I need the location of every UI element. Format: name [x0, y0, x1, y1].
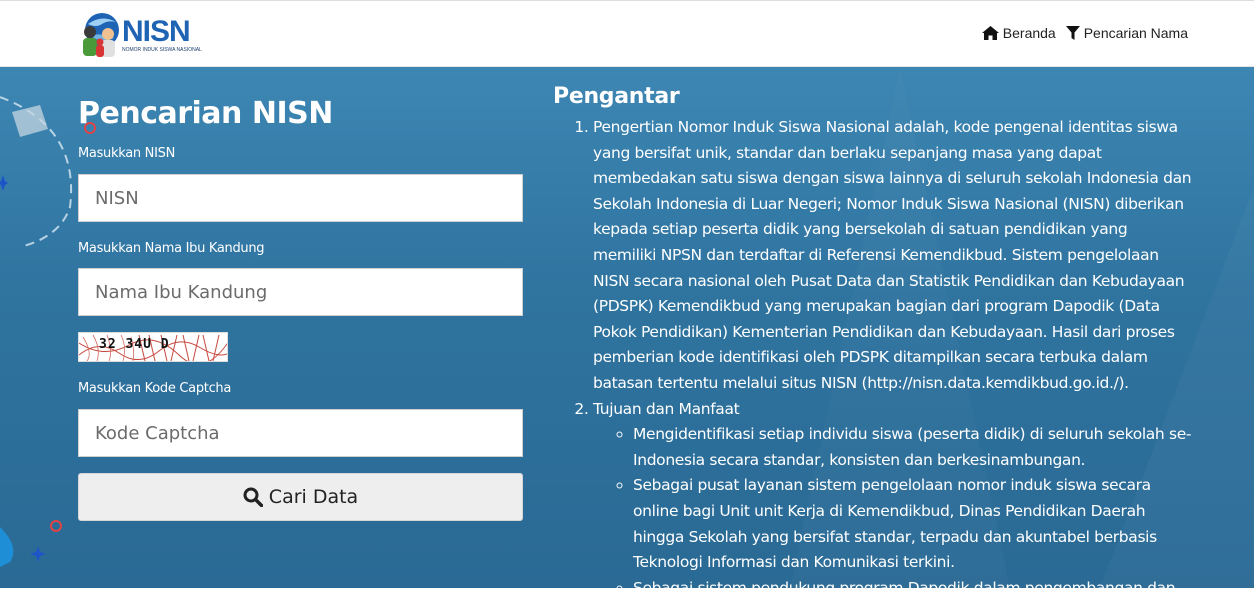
nav-beranda-label: Beranda — [1002, 25, 1056, 41]
page-title: Pencarian NISN — [78, 96, 333, 131]
purpose-subitem: ◦ Mengidentifikasi setiap individu siswa (peserta didik) di seluruh sekolah se-Indonesia secara standar, konsisten dan berkesinambungan. — [633, 422, 1193, 473]
intro-item-purpose — [593, 397, 1193, 601]
intro-item-definition: 1. Pengertian Nomor Induk Siswa Nasional adalah, kode pengenal identitas siswa yang bersifat unik, standar dan berlaku sepanjang masa yang dapat membedakan satu siswa dengan siswa lainnya di seluruh sekolah Indonesia dan Sekolah Indonesia di Luar Negeri; Nomor Induk Siswa Nasional (NISN) diberikan kepada setiap peserta didik yang bersekolah di satuan pendidikan yang memiliki NPSN dan terdaftar di Referensi Kemendikbud. Sistem pengelolaan NISN secara nasional oleh Pusat Data dan Statistik Pendidikan dan Kebudayaan (PDSPK) Kemendikbud yang merupakan bagian dari program Dapodik (Data Pokok Pendidikan) Kementerian Pendidikan dan Kebudayaan. Hasil dari proses pemberian kode identifikasi oleh PDSPK ditampilkan secara terbuka dalam batasan tertentu melalui situs NISN (http://nisn.data.kemdikbud.go.id./). — [593, 115, 1193, 397]
home-icon — [982, 26, 999, 40]
search-icon — [243, 487, 263, 507]
nisn-logo[interactable] — [78, 10, 202, 60]
captcha-code: 32 34U D — [99, 337, 170, 352]
nav-pencarian-nama-label: Pencarian Nama — [1083, 25, 1188, 41]
intro-list — [553, 115, 1193, 601]
nav-pencarian-nama[interactable] — [1066, 25, 1188, 41]
purpose-subitem: ◦ Sebagai sistem pendukung program Dapodik dalam pengembangan dan — [633, 576, 1193, 601]
nav-beranda[interactable] — [982, 25, 1056, 41]
purpose-sublist — [593, 422, 1193, 601]
top-navbar — [0, 0, 1254, 67]
intro-section — [553, 84, 1193, 601]
purpose-subitem: ◦ Sebagai pusat layanan sistem pengelolaan nomor induk siswa secara online bagi Unit unit Kerja di Kemendikbud, Dinas Pendidikan Daerah hingga Sekolah yang bersifat standar, terpadu dan akuntabel berbasis Teknologi Informasi dan Komunikasi terkini. — [633, 473, 1193, 575]
intro-title: Pengantar — [553, 84, 680, 109]
students-logo-icon — [78, 10, 124, 60]
filter-icon — [1066, 26, 1080, 40]
nisn-input[interactable] — [78, 174, 523, 222]
search-button[interactable] — [78, 473, 523, 521]
captcha-input[interactable] — [78, 409, 523, 457]
intro-item-purpose-label: Tujuan dan Manfaat — [593, 399, 740, 418]
mother-name-input[interactable] — [78, 268, 523, 316]
main-nav — [982, 25, 1188, 41]
logo-subtitle: NOMOR INDUK SISWA NASIONAL — [122, 47, 202, 53]
mother-name-label: Masukkan Nama Ibu Kandung — [78, 241, 265, 256]
logo-text: NISN — [122, 15, 190, 48]
nisn-label: Masukkan NISN — [78, 146, 175, 161]
captcha-image — [78, 332, 228, 362]
search-button-label: Cari Data — [268, 486, 359, 508]
captcha-label: Masukkan Kode Captcha — [78, 381, 232, 396]
